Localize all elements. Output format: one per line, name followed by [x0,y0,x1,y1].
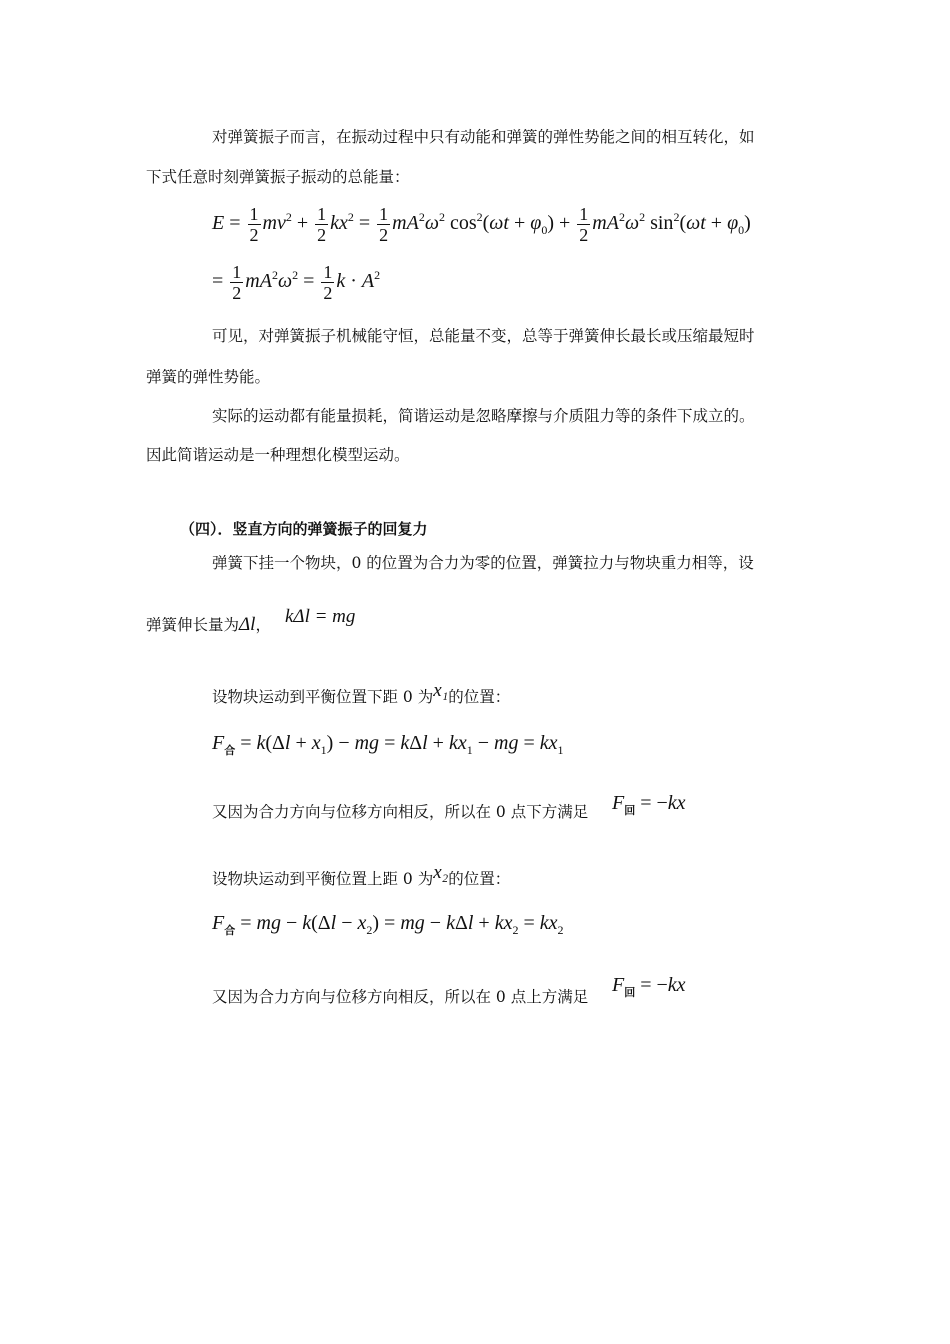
para4-prefix: 弹簧伸长量为 [146,616,240,634]
x1-variable: x₁ [433,680,449,701]
para5-suffix: 的位置： [448,688,511,706]
para8: 又因为合力方向与位移方向相反，所以在 0 点上方满足 [212,988,589,1006]
para1-line2: 下式任意时刻弹簧振子振动的总能量： [146,168,410,186]
section-heading: （四）．竖直方向的弹簧振子的回复力 [180,520,428,538]
para2-line2: 弹簧的弹性势能。 [146,368,271,386]
para4-line2 [146,614,271,636]
para7 [212,862,510,890]
para1-line1: 对弹簧振子而言，在振动过程中只有动能和弹簧的弹性势能之间的相互转化，如 [212,128,755,146]
delta-l-variable: Δl [239,614,256,635]
energy-equation-line1: E = $\frac{1}{2}$ $mv^2$ + $\frac{1}{2}$ $kx^2$ = $\frac{1}{2}$ $mA^2\omega^2$ $\cos^2(\omega t + \varphi_0)$ + $\frac{1}{2}$ $mA^2\omega^2$ $\sin^2(\omega t + \varphi_0)$ [212,204,751,245]
restoring-force-above: $F_回 = -kx$ [612,974,686,999]
x2-variable: x₂ [433,862,449,883]
para4-separator: ， [255,616,271,634]
para5-prefix: 设物块运动到平衡位置下距 0 为 [212,688,434,706]
para7-prefix: 设物块运动到平衡位置上距 0 为 [212,870,434,888]
para7-suffix: 的位置： [448,870,511,888]
para3-line1: 实际的运动都有能量损耗，简谐运动是忽略摩擦与介质阻力等的条件下成立的。 [212,407,755,425]
para4-line1: 弹簧下挂一个物块，0 的位置为合力为零的位置，弹簧拉力与物块重力相等，设 [212,554,754,572]
para3-line2: 因此简谐运动是一种理想化模型运动。 [146,446,410,464]
restoring-force-below: $F_回 = -kx$ [612,792,686,817]
para6: 又因为合力方向与位移方向相反，所以在 0 点下方满足 [212,803,589,821]
net-force-above-equation: $F_合$ = mg − $k(\Delta l - x_2)$ = mg − $k\Delta l + kx_2 = kx_2$ [212,912,564,937]
para5 [212,680,510,708]
net-force-below-equation: $F_合 = k(\Delta l + x_1)$ − mg = $k\Delta l + kx_1$ − mg = $kx_1$ [212,732,564,757]
para2-line1: 可见，对弹簧振子机械能守恒，总能量不变，总等于弹簧伸长最长或压缩最短时 [212,327,755,345]
equilibrium-equation: kΔl = mg [285,606,356,627]
energy-equation-line2: = $\frac{1}{2}$ $mA^2\omega^2$ = $\frac{1}{2}$ $k \cdot A^2$ [212,262,381,303]
